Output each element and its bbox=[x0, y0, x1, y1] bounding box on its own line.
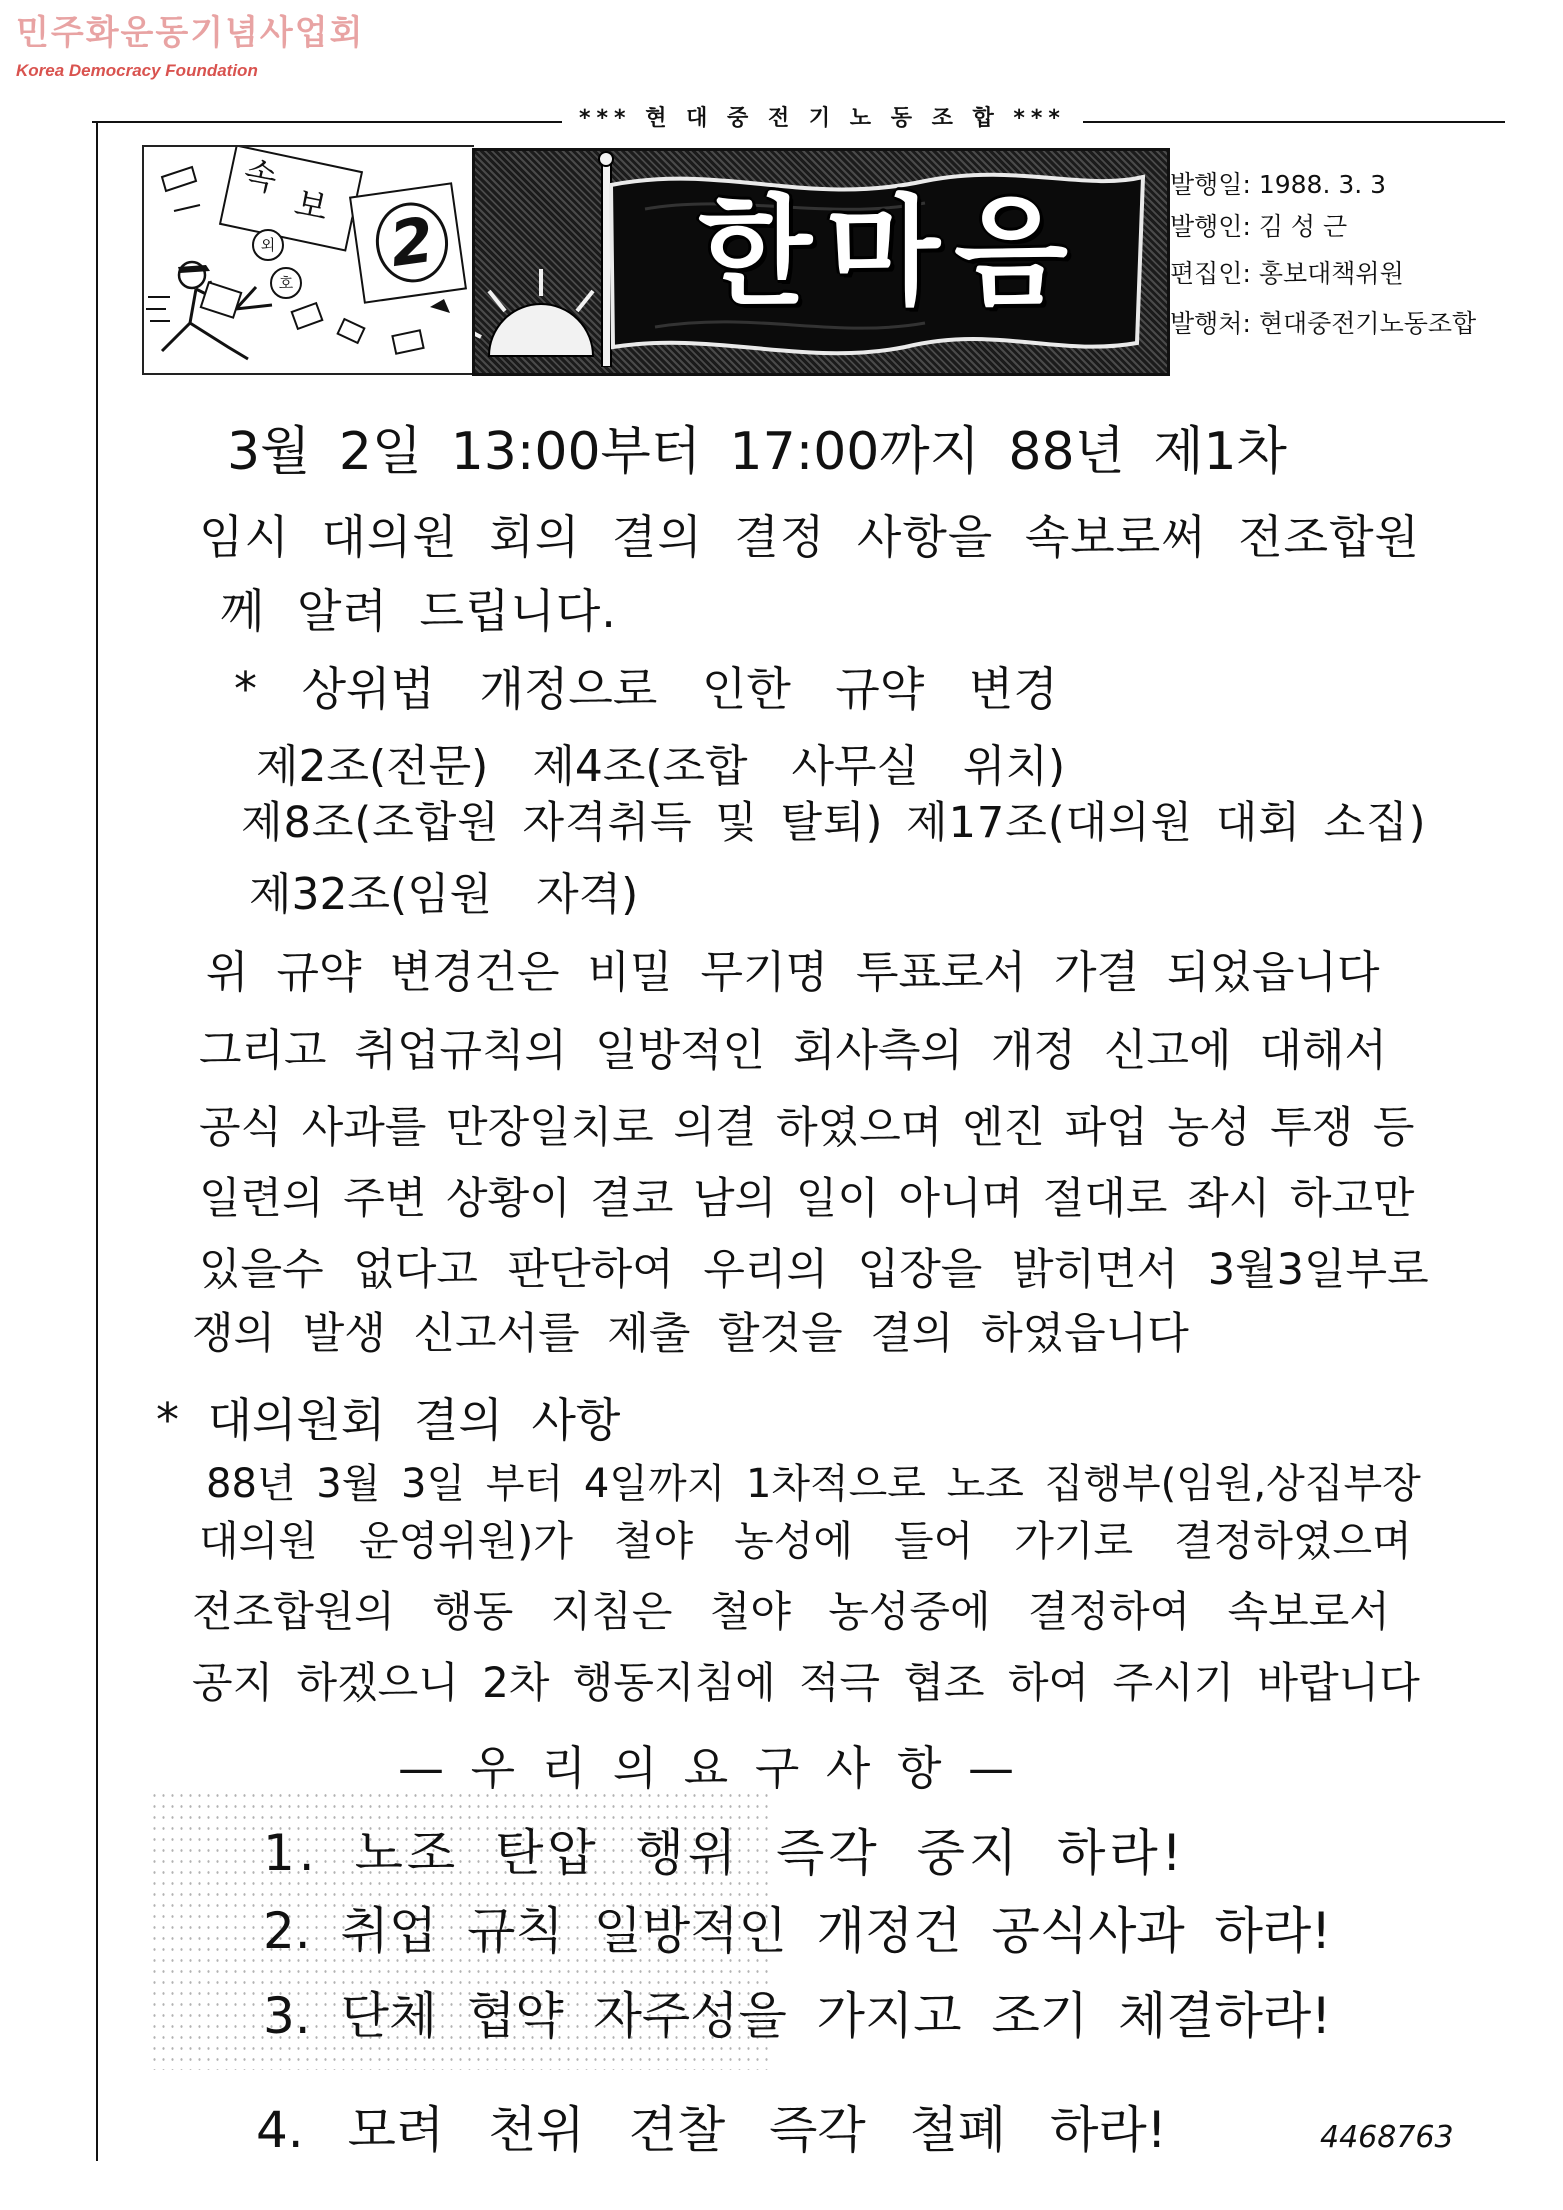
info-label: 발행인: bbox=[1170, 212, 1251, 241]
info-label: 발행일: bbox=[1170, 170, 1251, 199]
info-label: 발행처: bbox=[1170, 309, 1251, 338]
header-rule-left bbox=[92, 121, 562, 123]
issuing-organization bbox=[1170, 311, 1500, 336]
publisher bbox=[1170, 214, 1500, 239]
editor bbox=[1170, 261, 1500, 286]
header-rule-right bbox=[1083, 121, 1505, 123]
bylaw-article-line: 제8조(조합원 자격취득 및 탈퇴) 제17조(대의원 대회 소집) bbox=[241, 798, 1427, 848]
publication-date bbox=[1170, 172, 1500, 197]
announcement-line: 3월 2일 13:00부터 17:00까지 88년 제1차 bbox=[227, 422, 1287, 482]
resolution-line: 88년 3월 3일 부터 4일까지 1차적으로 노조 집행부(임원,상집부장 bbox=[206, 1461, 1421, 1507]
left-margin-rule bbox=[96, 121, 98, 2161]
bylaw-article-line: 제32조(임원 자격) bbox=[249, 869, 639, 920]
badge-extra: 외 bbox=[252, 229, 284, 261]
newsletter-title: 한마음 bbox=[698, 183, 1082, 321]
bylaw-result-line: 그리고 취업규칙의 일방적인 회사측의 개정 신고에 대해서 bbox=[199, 1025, 1388, 1076]
info-value: 현대중전기노동조합 bbox=[1258, 309, 1477, 338]
issue-number: 2 bbox=[371, 198, 453, 287]
news-flash-illustration bbox=[142, 145, 474, 375]
demand-item: 1. 노조 탄압 행위 즉각 중지 하라! bbox=[263, 1824, 1186, 1882]
badge-suffix: 호 bbox=[270, 267, 302, 299]
resolution-line: 공지 하겠으니 2차 행동지침에 적극 협조 하여 주시기 바랍니다 bbox=[192, 1658, 1420, 1707]
announcement-line: 임시 대의원 회의 결의 결정 사항을 속보로써 전조합원 bbox=[199, 510, 1420, 564]
resolution-line: 대의원 운영위원)가 철야 농성에 들어 가기로 결정하였으며 bbox=[199, 1517, 1412, 1565]
sunrise-graphic bbox=[475, 269, 593, 356]
badge-char-2: 보 bbox=[290, 183, 332, 230]
resolution-line: 전조합원의 행동 지침은 철야 농성중에 결정하여 속보로서 bbox=[192, 1587, 1390, 1636]
bylaw-result-line: 위 규약 변경건은 비밀 무기명 투표로서 가결 되었읍니다 bbox=[206, 947, 1380, 998]
resolution-heading: * 대의원회 결의 사항 bbox=[156, 1393, 621, 1447]
bylaw-heading: * 상위법 개정으로 인한 규약 변경 bbox=[234, 662, 1058, 716]
demand-item: 2. 취업 규칙 일방적인 개정건 공식사과 하라! bbox=[263, 1902, 1332, 1960]
masthead bbox=[472, 148, 1170, 376]
bylaw-result-line: 일련의 주변 상황이 결코 남의 일이 아니며 절대로 좌시 하고만 bbox=[199, 1174, 1415, 1224]
announcement-line: 께 알려 드립니다. bbox=[220, 584, 617, 638]
info-label: 편집인: bbox=[1170, 259, 1251, 288]
watermark-english: Korea Democracy Foundation bbox=[16, 61, 258, 80]
watermark-korean: 민주화운동기념사업회 bbox=[16, 13, 365, 53]
info-value: 홍보대책위원 bbox=[1258, 259, 1404, 288]
bylaw-result-line: 쟁의 발생 신고서를 제출 할것을 결의 하였읍니다 bbox=[192, 1309, 1189, 1359]
demand-item: 4. 모려 천위 견찰 즉각 철폐 하라! bbox=[256, 2101, 1167, 2159]
issue-number-card bbox=[349, 182, 467, 303]
badge-char-1: 속 bbox=[239, 154, 281, 201]
demand-item: 3. 단체 협약 자주성을 가지고 조기 체결하라! bbox=[263, 1987, 1332, 2045]
bylaw-article-line: 제2조(전문) 제4조(조합 사무실 위치) bbox=[256, 741, 1066, 792]
union-banner: *** 현 대 중 전 기 노 동 조 합 *** bbox=[579, 106, 1066, 131]
info-value: 1988. 3. 3 bbox=[1258, 170, 1387, 199]
demands-heading: — 우 리 의 요 구 사 항 — bbox=[398, 1741, 1021, 1795]
info-value: 김 성 근 bbox=[1258, 212, 1348, 241]
document-number: 4468763 bbox=[1320, 2120, 1454, 2155]
bylaw-result-line: 공식 사과를 만장일치로 의결 하였으며 엔진 파업 농성 투쟁 등 bbox=[199, 1103, 1415, 1153]
bylaw-result-line: 있을수 없다고 판단하여 우리의 입장을 밝히면서 3월3일부로 bbox=[199, 1245, 1429, 1295]
